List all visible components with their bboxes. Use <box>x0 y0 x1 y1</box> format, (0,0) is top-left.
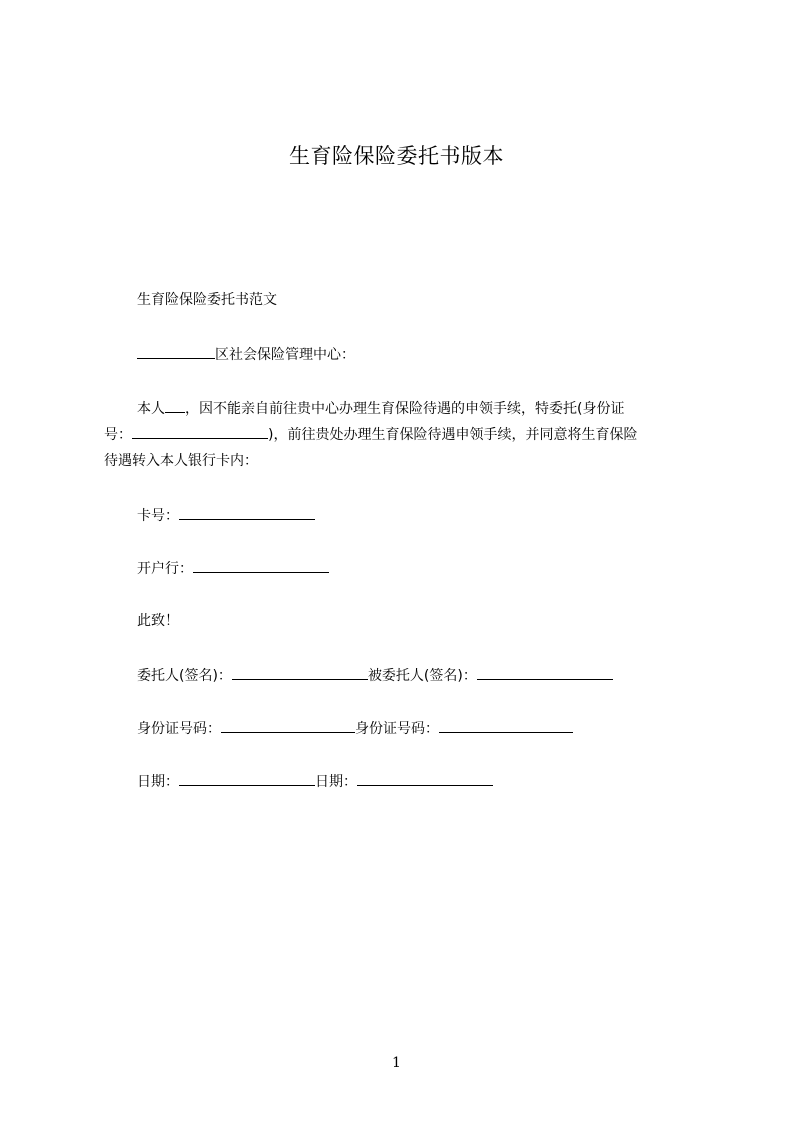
body-text-part1: 本人 <box>137 401 165 417</box>
name-blank <box>165 398 185 413</box>
principal-date-label: 日期： <box>137 774 179 790</box>
card-number-blank <box>179 505 315 520</box>
closing-line: 此致！ <box>137 613 179 629</box>
agent-id-number-blank <box>439 718 573 733</box>
document-subtitle: 生育险保险委托书范文 <box>137 292 277 308</box>
id-number-line <box>137 718 573 739</box>
page-number: 1 <box>392 1055 401 1071</box>
date-line <box>137 771 493 792</box>
principal-signature-blank <box>232 665 368 680</box>
agent-id-label: 身份证号码： <box>355 721 439 737</box>
principal-date-blank <box>179 771 315 786</box>
document-title: 生育险保险委托书版本 <box>289 144 504 168</box>
principal-id-label: 身份证号码： <box>137 721 221 737</box>
agent-signature-label: 被委托人(签名)： <box>367 668 477 684</box>
body-paragraph <box>104 396 704 474</box>
addressee-suffix: 区社会保险管理中心： <box>215 347 355 363</box>
bank-blank <box>193 558 329 573</box>
addressee-line <box>137 344 355 365</box>
body-line-2 <box>104 422 704 448</box>
card-number-line <box>137 505 315 526</box>
signature-line <box>137 665 613 686</box>
body-line-3 <box>104 448 704 474</box>
principal-id-blank <box>221 718 355 733</box>
card-number-label: 卡号： <box>137 508 179 524</box>
body-text-part5: 待遇转入本人银行卡内： <box>104 453 258 469</box>
body-text-part4: )，前往贵处办理生育保险待遇申领手续，并同意将生育保险 <box>268 427 638 443</box>
district-blank <box>137 344 215 359</box>
body-line-1 <box>104 396 704 422</box>
principal-signature-label: 委托人(签名)： <box>137 668 232 684</box>
agent-id-blank <box>132 424 268 439</box>
bank-label: 开户行： <box>137 561 193 577</box>
bank-line <box>137 558 329 579</box>
body-text-part2: ，因不能亲自前往贵中心办理生育保险待遇的申领手续，特委托(身份证 <box>185 401 625 417</box>
agent-signature-blank <box>477 665 613 680</box>
body-text-part3: 号： <box>104 427 132 443</box>
agent-date-blank <box>357 771 493 786</box>
agent-date-label: 日期： <box>315 774 357 790</box>
